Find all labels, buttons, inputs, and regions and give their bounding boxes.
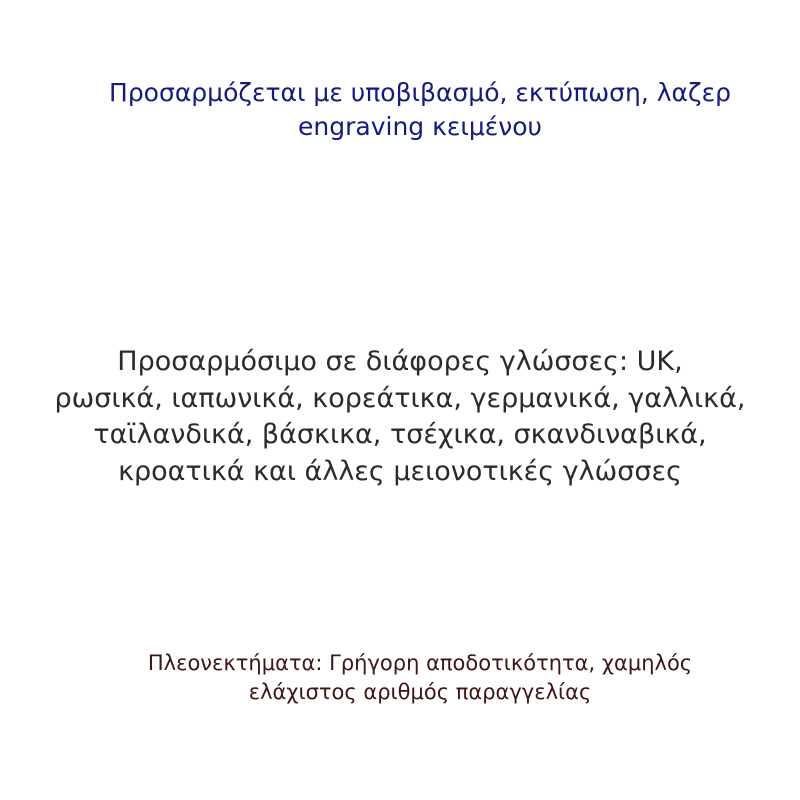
heading-line-1: Προσαρμόζεται με υποβιβασμό, εκτύπωση, λαζερ xyxy=(109,78,731,107)
heading-line-2: engraving κειμένου xyxy=(298,112,542,141)
languages-line-1: Προσαρμόσιμο σε διάφορες γλώσσες: UK, xyxy=(117,346,683,377)
languages-line-2: ρωσικά, ιαπωνικά, κορεάτικα, γερμανικά, γαλλικά, xyxy=(54,382,746,414)
languages-line-4: κροατικά και άλλες μειονοτικές γλώσσες xyxy=(118,455,682,487)
advantages-text xyxy=(20,649,800,707)
advantages-line-2: ελάχιστος αριθμός παραγγελίας xyxy=(248,680,592,704)
heading-text xyxy=(0,76,800,144)
languages-line-3: ταϊλανδικά, βάσκικα, τσέχικα, σκανδιναβικά, xyxy=(93,419,707,450)
languages-text xyxy=(20,344,780,490)
advantages-line-1: Πλεονεκτήματα: Γρήγορη αποδοτικότητα, χαμηλός xyxy=(147,651,693,675)
